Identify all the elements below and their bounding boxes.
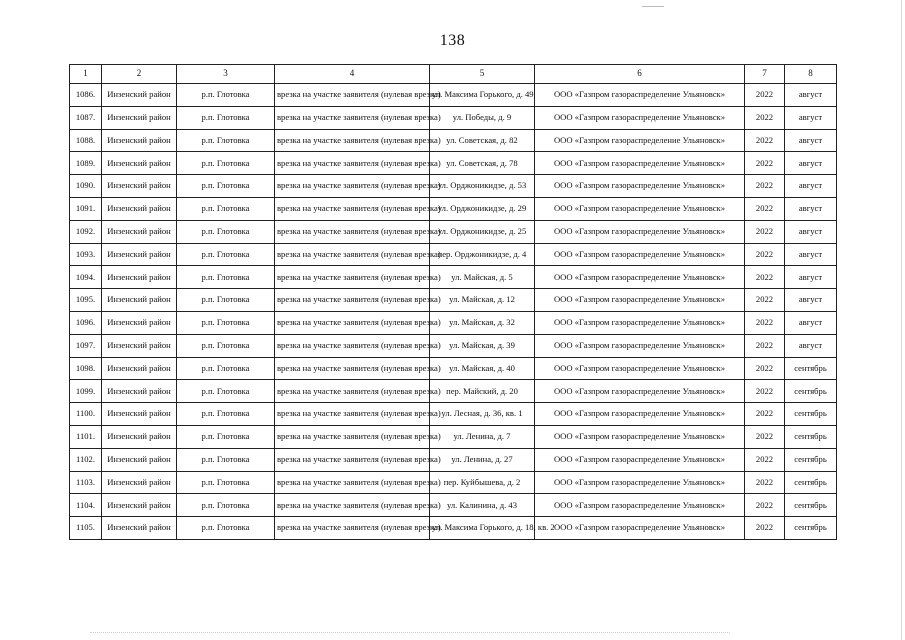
district-cell: Инзенский район (102, 84, 177, 107)
address-cell: ул. Орджоникидзе, д. 29 (430, 197, 535, 220)
district-cell: Инзенский район (102, 266, 177, 289)
table-row (70, 517, 837, 540)
settlement-cell: р.п. Глотовка (177, 197, 275, 220)
settlement-cell: р.п. Глотовка (177, 380, 275, 403)
organization-cell: ООО «Газпром газораспределение Ульяновск» (535, 425, 745, 448)
organization-cell: ООО «Газпром газораспределение Ульяновск» (535, 311, 745, 334)
work-type-cell: врезка на участке заявителя (нулевая врезка) (275, 471, 430, 494)
settlement-cell: р.п. Глотовка (177, 266, 275, 289)
row-number: 1093. (70, 243, 102, 266)
organization-cell: ООО «Газпром газораспределение Ульяновск» (535, 448, 745, 471)
address-cell: ул. Советская, д. 82 (430, 129, 535, 152)
table-row (70, 197, 837, 220)
month-cell: август (785, 289, 837, 312)
district-cell: Инзенский район (102, 289, 177, 312)
column-header: 3 (177, 65, 275, 84)
month-cell: сентябрь (785, 380, 837, 403)
settlement-cell: р.п. Глотовка (177, 425, 275, 448)
year-cell: 2022 (745, 84, 785, 107)
settlement-cell: р.п. Глотовка (177, 311, 275, 334)
row-number: 1088. (70, 129, 102, 152)
address-cell: ул. Майская, д. 5 (430, 266, 535, 289)
year-cell: 2022 (745, 106, 785, 129)
table-row (70, 380, 837, 403)
organization-cell: ООО «Газпром газораспределение Ульяновск» (535, 289, 745, 312)
organization-cell: ООО «Газпром газораспределение Ульяновск» (535, 243, 745, 266)
district-cell: Инзенский район (102, 425, 177, 448)
organization-cell: ООО «Газпром газораспределение Ульяновск» (535, 494, 745, 517)
address-cell: пер. Орджоникидзе, д. 4 (430, 243, 535, 266)
month-cell: август (785, 243, 837, 266)
district-cell: Инзенский район (102, 357, 177, 380)
year-cell: 2022 (745, 448, 785, 471)
scan-bottom-noise (90, 632, 730, 634)
column-header: 5 (430, 65, 535, 84)
month-cell: сентябрь (785, 448, 837, 471)
work-type-cell: врезка на участке заявителя (нулевая врезка) (275, 517, 430, 540)
settlement-cell: р.п. Глотовка (177, 334, 275, 357)
year-cell: 2022 (745, 129, 785, 152)
work-type-cell: врезка на участке заявителя (нулевая врезка) (275, 152, 430, 175)
month-cell: август (785, 129, 837, 152)
table-row (70, 152, 837, 175)
district-cell: Инзенский район (102, 517, 177, 540)
table-row (70, 243, 837, 266)
address-cell: ул. Майская, д. 12 (430, 289, 535, 312)
page-number: 138 (439, 32, 466, 49)
row-number: 1104. (70, 494, 102, 517)
settlement-cell: р.п. Глотовка (177, 494, 275, 517)
row-number: 1098. (70, 357, 102, 380)
table-row (70, 175, 837, 198)
work-type-cell: врезка на участке заявителя (нулевая врезка) (275, 403, 430, 426)
address-cell: ул. Победы, д. 9 (430, 106, 535, 129)
table-row (70, 403, 837, 426)
year-cell: 2022 (745, 403, 785, 426)
district-cell: Инзенский район (102, 106, 177, 129)
table-row (70, 84, 837, 107)
organization-cell: ООО «Газпром газораспределение Ульяновск» (535, 152, 745, 175)
organization-cell: ООО «Газпром газораспределение Ульяновск» (535, 334, 745, 357)
settlement-cell: р.п. Глотовка (177, 403, 275, 426)
year-cell: 2022 (745, 357, 785, 380)
organization-cell: ООО «Газпром газораспределение Ульяновск» (535, 380, 745, 403)
column-header: 7 (745, 65, 785, 84)
district-cell: Инзенский район (102, 494, 177, 517)
district-cell: Инзенский район (102, 197, 177, 220)
district-cell: Инзенский район (102, 380, 177, 403)
work-type-cell: врезка на участке заявителя (нулевая врезка) (275, 425, 430, 448)
row-number: 1094. (70, 266, 102, 289)
year-cell: 2022 (745, 517, 785, 540)
year-cell: 2022 (745, 289, 785, 312)
month-cell: август (785, 334, 837, 357)
table-row (70, 334, 837, 357)
district-cell: Инзенский район (102, 448, 177, 471)
settlement-cell: р.п. Глотовка (177, 517, 275, 540)
work-type-cell: врезка на участке заявителя (нулевая врезка) (275, 494, 430, 517)
month-cell: август (785, 266, 837, 289)
organization-cell: ООО «Газпром газораспределение Ульяновск» (535, 403, 745, 426)
organization-cell: ООО «Газпром газораспределение Ульяновск» (535, 106, 745, 129)
address-cell: ул. Майская, д. 39 (430, 334, 535, 357)
month-cell: сентябрь (785, 425, 837, 448)
row-number: 1096. (70, 311, 102, 334)
row-number: 1091. (70, 197, 102, 220)
month-cell: август (785, 311, 837, 334)
settlement-cell: р.п. Глотовка (177, 220, 275, 243)
address-cell: ул. Калинина, д. 43 (430, 494, 535, 517)
month-cell: сентябрь (785, 357, 837, 380)
work-type-cell: врезка на участке заявителя (нулевая врезка) (275, 380, 430, 403)
settlement-cell: р.п. Глотовка (177, 448, 275, 471)
work-type-cell: врезка на участке заявителя (нулевая врезка) (275, 243, 430, 266)
settlement-cell: р.п. Глотовка (177, 175, 275, 198)
work-type-cell: врезка на участке заявителя (нулевая врезка) (275, 289, 430, 312)
month-cell: август (785, 197, 837, 220)
year-cell: 2022 (745, 175, 785, 198)
row-number: 1105. (70, 517, 102, 540)
organization-cell: ООО «Газпром газораспределение Ульяновск» (535, 197, 745, 220)
year-cell: 2022 (745, 220, 785, 243)
row-number: 1095. (70, 289, 102, 312)
work-type-cell: врезка на участке заявителя (нулевая врезка) (275, 357, 430, 380)
district-cell: Инзенский район (102, 243, 177, 266)
organization-cell: ООО «Газпром газораспределение Ульяновск» (535, 266, 745, 289)
row-number: 1086. (70, 84, 102, 107)
row-number: 1087. (70, 106, 102, 129)
month-cell: сентябрь (785, 471, 837, 494)
address-cell: ул. Майская, д. 40 (430, 357, 535, 380)
month-cell: сентябрь (785, 494, 837, 517)
row-number: 1099. (70, 380, 102, 403)
year-cell: 2022 (745, 425, 785, 448)
district-cell: Инзенский район (102, 175, 177, 198)
month-cell: август (785, 175, 837, 198)
address-cell: ул. Лесная, д. 36, кв. 1 (430, 403, 535, 426)
row-number: 1102. (70, 448, 102, 471)
column-header: 6 (535, 65, 745, 84)
column-header: 1 (70, 65, 102, 84)
table-row (70, 266, 837, 289)
year-cell: 2022 (745, 197, 785, 220)
address-cell: ул. Ленина, д. 27 (430, 448, 535, 471)
organization-cell: ООО «Газпром газораспределение Ульяновск» (535, 471, 745, 494)
year-cell: 2022 (745, 266, 785, 289)
settlement-cell: р.п. Глотовка (177, 106, 275, 129)
row-number: 1101. (70, 425, 102, 448)
district-cell: Инзенский район (102, 311, 177, 334)
organization-cell: ООО «Газпром газораспределение Ульяновск» (535, 357, 745, 380)
month-cell: август (785, 84, 837, 107)
district-cell: Инзенский район (102, 403, 177, 426)
work-type-cell: врезка на участке заявителя (нулевая врезка) (275, 334, 430, 357)
district-cell: Инзенский район (102, 129, 177, 152)
table-row (70, 471, 837, 494)
district-cell: Инзенский район (102, 152, 177, 175)
month-cell: сентябрь (785, 517, 837, 540)
table-row (70, 106, 837, 129)
organization-cell: ООО «Газпром газораспределение Ульяновск» (535, 220, 745, 243)
address-cell: ул. Майская, д. 32 (430, 311, 535, 334)
register-table (69, 64, 837, 540)
month-cell: сентябрь (785, 403, 837, 426)
table-body (70, 84, 837, 540)
work-type-cell: врезка на участке заявителя (нулевая врезка) (275, 220, 430, 243)
column-header: 2 (102, 65, 177, 84)
address-cell: ул. Советская, д. 78 (430, 152, 535, 175)
column-header: 8 (785, 65, 837, 84)
address-cell: ул. Орджоникидзе, д. 25 (430, 220, 535, 243)
table-row (70, 357, 837, 380)
table-row (70, 311, 837, 334)
work-type-cell: врезка на участке заявителя (нулевая врезка) (275, 175, 430, 198)
work-type-cell: врезка на участке заявителя (нулевая врезка) (275, 448, 430, 471)
table-row (70, 220, 837, 243)
month-cell: август (785, 152, 837, 175)
table-row (70, 289, 837, 312)
settlement-cell: р.п. Глотовка (177, 84, 275, 107)
organization-cell: ООО «Газпром газораспределение Ульяновск» (535, 175, 745, 198)
row-number: 1100. (70, 403, 102, 426)
year-cell: 2022 (745, 243, 785, 266)
settlement-cell: р.п. Глотовка (177, 471, 275, 494)
address-cell: ул. Максима Горького, д. 49 (430, 84, 535, 107)
column-header: 4 (275, 65, 430, 84)
work-type-cell: врезка на участке заявителя (нулевая врезка) (275, 84, 430, 107)
column-number-row (70, 65, 837, 84)
year-cell: 2022 (745, 380, 785, 403)
address-cell: пер. Майский, д. 20 (430, 380, 535, 403)
scan-edge-line (901, 0, 902, 640)
table-row (70, 448, 837, 471)
row-number: 1097. (70, 334, 102, 357)
address-cell: ул. Максима Горького, д. 18, кв. 2 (430, 517, 535, 540)
work-type-cell: врезка на участке заявителя (нулевая врезка) (275, 266, 430, 289)
organization-cell: ООО «Газпром газораспределение Ульяновск» (535, 84, 745, 107)
year-cell: 2022 (745, 494, 785, 517)
address-cell: ул. Орджоникидзе, д. 53 (430, 175, 535, 198)
year-cell: 2022 (745, 471, 785, 494)
table-row (70, 425, 837, 448)
year-cell: 2022 (745, 152, 785, 175)
row-number: 1090. (70, 175, 102, 198)
settlement-cell: р.п. Глотовка (177, 357, 275, 380)
scan-mark (642, 6, 664, 7)
row-number: 1103. (70, 471, 102, 494)
district-cell: Инзенский район (102, 471, 177, 494)
month-cell: август (785, 106, 837, 129)
table-row (70, 129, 837, 152)
row-number: 1092. (70, 220, 102, 243)
organization-cell: ООО «Газпром газораспределение Ульяновск» (535, 517, 745, 540)
address-cell: ул. Ленина, д. 7 (430, 425, 535, 448)
work-type-cell: врезка на участке заявителя (нулевая врезка) (275, 197, 430, 220)
district-cell: Инзенский район (102, 334, 177, 357)
month-cell: август (785, 220, 837, 243)
year-cell: 2022 (745, 334, 785, 357)
table-row (70, 494, 837, 517)
work-type-cell: врезка на участке заявителя (нулевая врезка) (275, 106, 430, 129)
address-cell: пер. Куйбышева, д. 2 (430, 471, 535, 494)
year-cell: 2022 (745, 311, 785, 334)
settlement-cell: р.п. Глотовка (177, 289, 275, 312)
settlement-cell: р.п. Глотовка (177, 152, 275, 175)
district-cell: Инзенский район (102, 220, 177, 243)
organization-cell: ООО «Газпром газораспределение Ульяновск» (535, 129, 745, 152)
settlement-cell: р.п. Глотовка (177, 129, 275, 152)
row-number: 1089. (70, 152, 102, 175)
work-type-cell: врезка на участке заявителя (нулевая врезка) (275, 129, 430, 152)
settlement-cell: р.п. Глотовка (177, 243, 275, 266)
work-type-cell: врезка на участке заявителя (нулевая врезка) (275, 311, 430, 334)
